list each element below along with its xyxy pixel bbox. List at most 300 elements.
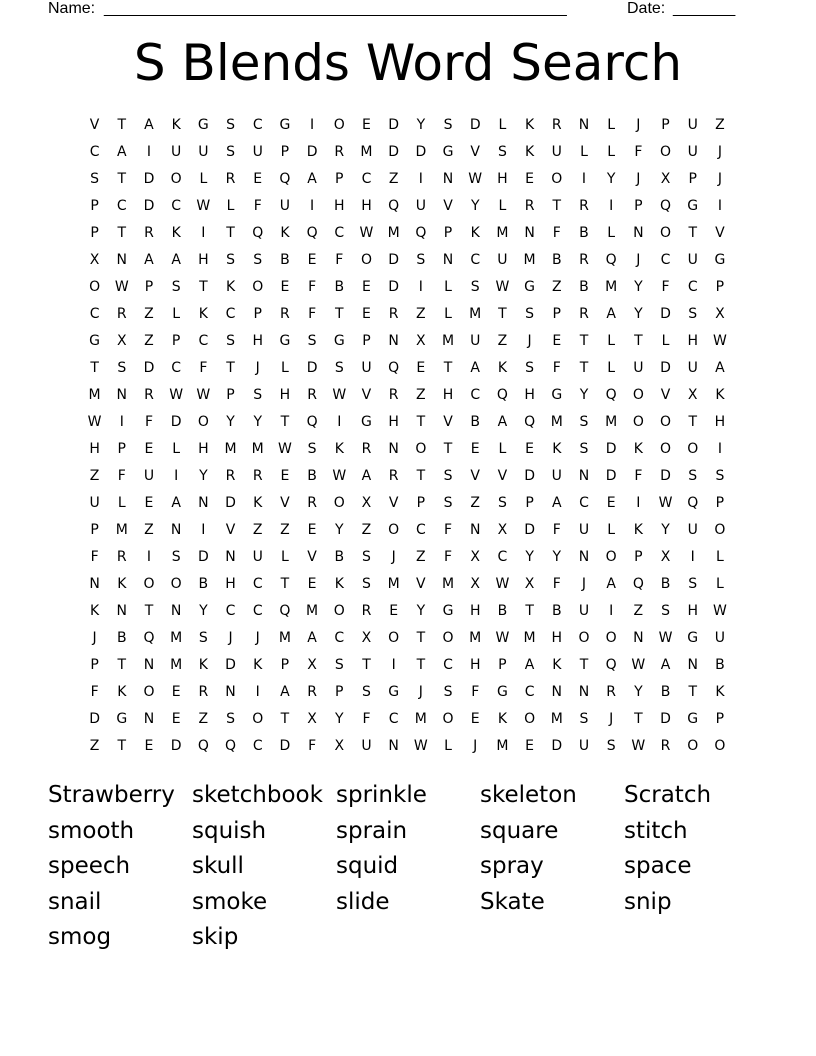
grid-letter: M (224, 440, 237, 457)
grid-letter: W (712, 332, 727, 349)
grid-letter: S (198, 629, 208, 646)
grid-letter: B (579, 278, 589, 295)
grid-letter: D (225, 656, 236, 673)
grid-letter: M (115, 521, 128, 538)
grid-letter: R (144, 386, 154, 403)
grid-letter: Z (361, 521, 372, 538)
grid-letter: Z (715, 116, 725, 133)
grid-letter: K (253, 656, 263, 673)
grid-letter: A (497, 413, 508, 430)
grid-letter: S (579, 440, 589, 457)
grid-letter: Z (497, 332, 508, 349)
grid-letter: U (171, 143, 182, 160)
grid-letter: R (280, 305, 290, 322)
grid-letter: T (199, 278, 208, 295)
grid-letter: H (279, 386, 291, 403)
grid-letter: A (116, 143, 127, 160)
grid-letter: Z (416, 305, 426, 322)
grid-letter: A (171, 251, 181, 268)
grid-letter: L (607, 521, 616, 538)
grid-letter: I (418, 170, 423, 187)
grid-letter: Z (252, 521, 263, 538)
grid-letter: S (226, 116, 235, 133)
grid-letter: D (660, 710, 671, 727)
grid-letter: X (416, 332, 426, 349)
grid-letter: E (362, 278, 371, 295)
grid-letter: C (579, 494, 589, 511)
grid-letter: N (89, 575, 100, 592)
grid-letter: A (551, 494, 562, 511)
grid-letter: L (607, 224, 616, 241)
grid-letter: G (687, 710, 699, 727)
grid-letter: Y (470, 197, 480, 214)
grid-letter: R (660, 737, 671, 754)
grid-letter: X (361, 629, 372, 646)
grid-letter: E (280, 467, 290, 484)
grid-letter: G (361, 413, 372, 430)
grid-letter: O (578, 629, 590, 646)
grid-letter: O (714, 521, 726, 538)
grid-letter: Q (225, 737, 237, 754)
grid-letter: Y (661, 521, 670, 538)
grid-letter: J (391, 548, 396, 565)
grid-letter: T (416, 413, 426, 430)
grid-letter: V (470, 467, 480, 484)
grid-letter: Z (198, 710, 209, 727)
grid-letter: D (306, 143, 318, 160)
grid-letter: P (715, 494, 725, 511)
grid-letter: W (87, 413, 102, 430)
grid-letter: A (307, 170, 317, 187)
grid-letter: Y (199, 467, 208, 484)
grid-letter: O (252, 278, 264, 295)
grid-letter: X (470, 548, 481, 565)
grid-letter: N (116, 602, 128, 619)
grid-letter: O (660, 143, 672, 160)
grid-letter: N (388, 332, 399, 349)
grid-letter: M (387, 575, 400, 592)
grid-letter: J (609, 710, 614, 727)
grid-letter: M (550, 710, 563, 727)
grid-letter: C (388, 710, 399, 727)
grid-letter: U (252, 143, 263, 160)
grid-letter: M (496, 737, 509, 754)
grid-letter: F (90, 683, 99, 700)
grid-letter: E (470, 440, 480, 457)
grid-letter: F (144, 413, 153, 430)
grid-letter: U (687, 251, 698, 268)
grid-letter: U (361, 359, 372, 376)
grid-letter: V (443, 413, 453, 430)
grid-letter: S (688, 467, 698, 484)
grid-letter: I (609, 602, 614, 619)
grid-letter: U (252, 548, 263, 565)
grid-letter: Y (552, 548, 562, 565)
grid-letter: E (171, 710, 181, 727)
grid-letter: X (497, 521, 508, 538)
grid-letter: J (527, 332, 532, 349)
grid-letter: A (307, 629, 317, 646)
grid-letter: I (717, 440, 722, 457)
grid-letter: U (687, 359, 698, 376)
grid-letter: C (252, 602, 263, 619)
grid-letter: Q (605, 251, 617, 268)
grid-letter: L (661, 332, 670, 349)
grid-letter: R (388, 386, 399, 403)
grid-letter: F (117, 467, 126, 484)
grid-letter: N (198, 494, 209, 511)
grid-letter: F (308, 737, 317, 754)
grid-letter: P (280, 143, 290, 160)
grid-letter: L (199, 170, 208, 187)
grid-letter: E (307, 521, 317, 538)
grid-letter: J (636, 170, 641, 187)
grid-letter: E (144, 737, 154, 754)
grid-letter: H (714, 413, 726, 430)
word-list-item: square (480, 817, 559, 844)
grid-letter: Z (633, 602, 644, 619)
grid-letter: Y (416, 602, 426, 619)
grid-letter: M (523, 629, 536, 646)
grid-letter: V (416, 575, 426, 592)
grid-letter: Q (143, 629, 155, 646)
grid-letter: K (171, 224, 181, 241)
grid-letter: K (633, 521, 643, 538)
grid-letter: B (551, 251, 562, 268)
grid-letter: T (634, 710, 643, 727)
grid-letter: S (579, 413, 589, 430)
grid-letter: W (332, 386, 347, 403)
grid-letter: R (144, 224, 154, 241)
grid-letter: F (444, 521, 453, 538)
grid-letter: J (255, 629, 260, 646)
grid-letter: S (171, 548, 181, 565)
word-list-item: Strawberry (48, 782, 175, 808)
grid-letter: V (280, 494, 290, 511)
grid-letter: W (495, 575, 510, 592)
grid-letter: S (334, 656, 344, 673)
grid-letter: U (633, 359, 644, 376)
grid-letter: S (226, 251, 235, 268)
grid-letter: N (633, 224, 644, 241)
grid-letter: J (418, 683, 423, 700)
grid-letter: J (717, 170, 722, 187)
grid-letter: Q (687, 494, 699, 511)
grid-letter: F (661, 278, 670, 295)
grid-letter: A (144, 116, 154, 133)
grid-letter: Y (226, 413, 235, 430)
grid-letter: B (334, 278, 345, 295)
grid-letter: G (524, 278, 536, 295)
grid-letter: X (307, 710, 317, 727)
grid-letter: M (414, 710, 427, 727)
grid-letter: E (307, 575, 317, 592)
grid-letter: U (687, 143, 698, 160)
grid-letter: P (253, 305, 262, 322)
grid-letter: P (498, 656, 507, 673)
grid-letter: C (470, 251, 481, 268)
grid-letter: S (226, 143, 235, 160)
grid-letter: O (551, 170, 563, 187)
grid-letter: S (443, 116, 453, 133)
grid-letter: Z (551, 278, 562, 295)
grid-letter: D (197, 548, 209, 565)
grid-letter: E (470, 710, 480, 727)
grid-letter: E (525, 737, 535, 754)
word-list-item: smog (48, 924, 112, 951)
grid-letter: B (116, 629, 127, 646)
grid-letter: R (225, 170, 236, 187)
grid-letter: P (443, 224, 453, 241)
word-list-item: skull (192, 853, 244, 880)
word-list-item: slide (336, 888, 390, 915)
grid-letter: E (552, 332, 562, 349)
grid-letter: Z (89, 467, 100, 484)
grid-letter: C (524, 683, 535, 700)
grid-letter: U (687, 116, 698, 133)
grid-letter: Q (279, 170, 291, 187)
grid-letter: R (307, 494, 317, 511)
grid-letter: I (690, 548, 695, 565)
grid-letter: E (606, 494, 616, 511)
grid-letter: N (116, 386, 128, 403)
grid-letter: A (171, 494, 181, 511)
grid-letter: T (90, 359, 99, 376)
grid-letter: B (470, 413, 481, 430)
grid-letter: P (335, 683, 344, 700)
grid-letter: T (117, 224, 127, 241)
grid-letter: T (443, 440, 453, 457)
grid-letter: I (636, 494, 641, 511)
grid-letter: L (607, 116, 616, 133)
grid-letter: B (660, 575, 671, 592)
grid-letter: K (552, 440, 562, 457)
grid-letter: Q (605, 386, 617, 403)
grid-letter: D (605, 467, 617, 484)
grid-letter: Y (634, 305, 643, 322)
grid-letter: Q (415, 224, 427, 241)
grid-letter: G (279, 116, 291, 133)
word-list-item: spray (480, 853, 544, 880)
word-list-item: skeleton (480, 782, 577, 808)
grid-letter: I (717, 197, 722, 214)
grid-letter: S (171, 278, 181, 295)
grid-letter: K (117, 575, 127, 592)
grid-letter: C (252, 116, 263, 133)
grid-letter: R (551, 116, 562, 133)
grid-letter: I (337, 413, 342, 430)
grid-letter: S (497, 494, 507, 511)
grid-letter: U (497, 251, 508, 268)
grid-letter: U (143, 467, 155, 484)
word-list-item: sprinkle (336, 782, 427, 808)
grid-letter: W (359, 224, 374, 241)
grid-letter: K (470, 224, 480, 241)
grid-letter: W (169, 386, 184, 403)
grid-letter: D (143, 170, 155, 187)
grid-letter: T (579, 359, 589, 376)
grid-letter: K (497, 710, 507, 727)
grid-letter: N (170, 602, 182, 619)
grid-letter: U (687, 521, 698, 538)
word-list (48, 778, 768, 956)
grid-letter: S (470, 278, 480, 295)
grid-letter: D (605, 440, 617, 457)
grid-letter: X (361, 494, 372, 511)
grid-letter: Y (525, 548, 534, 565)
grid-letter: P (90, 224, 99, 241)
grid-letter: G (496, 683, 508, 700)
grid-letter: D (660, 305, 671, 322)
grid-letter: G (89, 332, 101, 349)
grid-letter: T (226, 359, 235, 376)
grid-letter: Q (388, 359, 400, 376)
grid-letter: L (716, 548, 724, 565)
grid-letter: T (416, 629, 426, 646)
grid-letter: P (335, 170, 344, 187)
grid-letter: G (687, 629, 699, 646)
grid-letter: S (688, 575, 698, 592)
grid-letter: U (279, 197, 291, 214)
grid-letter: C (198, 332, 209, 349)
grid-letter: K (198, 305, 208, 322)
grid-letter: A (715, 359, 725, 376)
grid-letter: Q (252, 224, 264, 241)
grid-letter: O (333, 602, 345, 619)
grid-letter: S (443, 494, 453, 511)
grid-letter: X (116, 332, 127, 349)
grid-letter: R (579, 197, 589, 214)
grid-letter: P (634, 548, 643, 565)
grid-letter: U (198, 143, 209, 160)
word-list-item: space (624, 853, 692, 880)
grid-letter: H (687, 602, 698, 619)
grid-letter: P (144, 278, 154, 295)
grid-letter: W (114, 278, 129, 295)
grid-letter: N (633, 629, 644, 646)
grid-letter: T (117, 116, 127, 133)
grid-letter: D (306, 359, 318, 376)
grid-letter: A (144, 251, 154, 268)
grid-letter: N (225, 548, 236, 565)
grid-letter: Q (496, 386, 508, 403)
grid-letter: P (634, 197, 643, 214)
grid-letter: W (631, 656, 646, 673)
grid-letter: A (361, 467, 372, 484)
grid-letter: H (524, 386, 535, 403)
grid-letter: N (551, 683, 563, 700)
grid-letter: G (388, 683, 400, 700)
word-list-item: speech (48, 853, 131, 880)
grid-letter: R (116, 548, 127, 565)
grid-letter: K (171, 116, 181, 133)
grid-letter: F (634, 143, 643, 160)
grid-letter: H (388, 413, 399, 430)
grid-letter: J (581, 575, 587, 592)
grid-letter: S (90, 170, 100, 187)
grid-letter: N (388, 737, 399, 754)
grid-letter: H (252, 332, 263, 349)
grid-letter: K (633, 440, 643, 457)
grid-letter: B (497, 602, 508, 619)
grid-letter: J (636, 116, 641, 133)
grid-letter: T (280, 575, 290, 592)
grid-letter: H (225, 575, 236, 592)
grid-letter: Z (416, 548, 426, 565)
grid-letter: W (658, 629, 673, 646)
grid-letter: O (442, 629, 454, 646)
grid-letter: M (523, 251, 536, 268)
grid-letter: F (552, 521, 561, 538)
grid-letter: B (660, 683, 671, 700)
grid-letter: X (687, 386, 698, 403)
grid-letter: C (252, 737, 263, 754)
grid-letter: L (172, 440, 181, 457)
grid-letter: C (225, 305, 236, 322)
grid-letter: T (226, 224, 235, 241)
grid-letter: O (660, 224, 672, 241)
grid-letter: I (391, 656, 396, 673)
grid-letter: B (715, 656, 725, 673)
grid-letter: F (552, 575, 561, 592)
grid-letter: O (388, 629, 400, 646)
grid-letter: V (307, 548, 317, 565)
grid-letter: M (251, 440, 264, 457)
grid-letter: G (442, 143, 454, 160)
grid-letter: S (579, 710, 589, 727)
grid-letter: T (144, 602, 154, 619)
grid-letter: I (201, 521, 206, 538)
grid-letter: Y (335, 521, 344, 538)
grid-letter: T (688, 413, 697, 430)
grid-letter: P (715, 278, 725, 295)
grid-letter: S (416, 251, 426, 268)
grid-letter: Q (197, 737, 209, 754)
grid-letter: C (171, 359, 182, 376)
grid-letter: S (497, 143, 507, 160)
grid-letter: H (469, 602, 481, 619)
grid-letter: P (552, 305, 561, 322)
grid-letter: W (631, 737, 646, 754)
grid-letter: O (143, 575, 155, 592)
grid-letter: L (444, 305, 452, 322)
grid-letter: H (442, 386, 454, 403)
grid-letter: O (333, 494, 345, 511)
grid-letter: X (715, 305, 725, 322)
grid-letter: S (688, 305, 698, 322)
grid-letter: N (143, 656, 155, 673)
grid-letter: U (578, 737, 590, 754)
grid-letter: L (281, 359, 289, 376)
grid-letter: X (524, 575, 535, 592)
grid-letter: A (524, 656, 535, 673)
grid-letter: I (201, 224, 206, 241)
grid-letter: T (335, 305, 344, 322)
grid-letter: V (470, 143, 480, 160)
grid-letter: Z (470, 494, 481, 511)
grid-letter: V (715, 224, 725, 241)
grid-letter: T (362, 656, 371, 673)
grid-letter: N (578, 467, 590, 484)
grid-letter: I (174, 467, 179, 484)
grid-letter: H (198, 440, 209, 457)
grid-letter: J (717, 143, 722, 160)
grid-letter: T (579, 656, 589, 673)
grid-letter: K (552, 656, 562, 673)
grid-letter: B (198, 575, 209, 592)
grid-letter: W (495, 629, 510, 646)
word-list-item: sketchbook (192, 782, 323, 808)
